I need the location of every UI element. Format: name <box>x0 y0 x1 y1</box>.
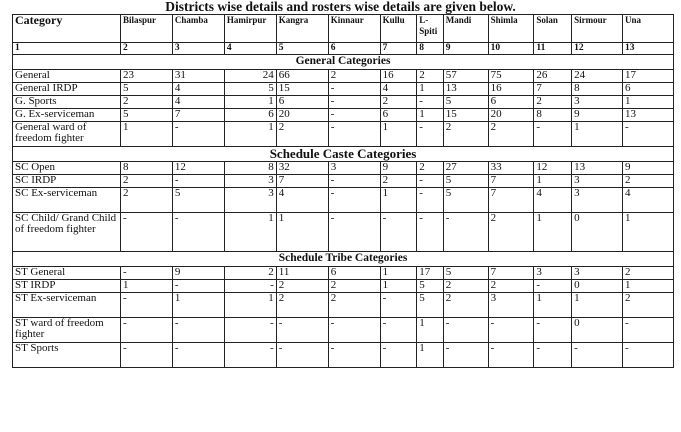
value-cell: 2 <box>380 96 417 109</box>
value-cell: 7 <box>488 188 534 213</box>
value-cell: - <box>623 318 674 343</box>
value-cell: 5 <box>224 83 276 96</box>
value-cell: - <box>120 213 172 252</box>
value-cell: 15 <box>443 109 488 122</box>
value-cell: - <box>380 293 417 318</box>
value-cell: 4 <box>276 188 328 213</box>
value-cell: - <box>328 213 380 252</box>
district-header: Chamba <box>172 15 224 43</box>
value-cell: - <box>380 213 417 252</box>
value-cell: 8 <box>120 162 172 175</box>
value-cell: - <box>534 280 572 293</box>
value-cell: 5 <box>443 188 488 213</box>
column-number: 5 <box>276 43 328 55</box>
value-cell: 20 <box>276 109 328 122</box>
value-cell: 6 <box>328 267 380 280</box>
category-cell: SC Child/ Grand Child of freedom fighter <box>13 213 121 252</box>
value-cell: - <box>417 213 443 252</box>
page-title: Districts wise details and rosters wise details are given below. <box>165 0 516 14</box>
value-cell: 15 <box>276 83 328 96</box>
value-cell: 27 <box>443 162 488 175</box>
value-cell: 3 <box>572 96 623 109</box>
value-cell: 2 <box>488 280 534 293</box>
value-cell: 2 <box>120 175 172 188</box>
value-cell: - <box>172 213 224 252</box>
value-cell: 1 <box>120 122 172 147</box>
value-cell: 2 <box>120 188 172 213</box>
value-cell: 16 <box>488 83 534 96</box>
table-row <box>13 96 674 109</box>
value-cell: - <box>488 343 534 368</box>
column-number: 10 <box>488 43 534 55</box>
value-cell: 1 <box>417 83 443 96</box>
value-cell: 6 <box>224 109 276 122</box>
column-number: 4 <box>224 43 276 55</box>
column-number: 9 <box>443 43 488 55</box>
value-cell: 66 <box>276 70 328 83</box>
value-cell: 5 <box>417 293 443 318</box>
value-cell: 1 <box>623 280 674 293</box>
value-cell: 1 <box>417 318 443 343</box>
value-cell: 1 <box>534 293 572 318</box>
value-cell: 17 <box>417 267 443 280</box>
table-row <box>13 109 674 122</box>
value-cell: 1 <box>224 213 276 252</box>
value-cell: - <box>120 318 172 343</box>
value-cell: - <box>224 280 276 293</box>
value-cell: 0 <box>572 213 623 252</box>
table-row <box>13 162 674 175</box>
value-cell: 3 <box>572 267 623 280</box>
value-cell: 1 <box>380 122 417 147</box>
value-cell: 1 <box>224 96 276 109</box>
value-cell: - <box>623 343 674 368</box>
table-row <box>13 188 674 213</box>
value-cell: 16 <box>380 70 417 83</box>
value-cell: 3 <box>224 188 276 213</box>
column-number: 6 <box>328 43 380 55</box>
category-cell: SC Open <box>13 162 121 175</box>
value-cell: 1 <box>224 122 276 147</box>
value-cell: 2 <box>328 70 380 83</box>
value-cell: - <box>488 318 534 343</box>
value-cell: 1 <box>534 175 572 188</box>
value-cell: 2 <box>443 280 488 293</box>
column-number: 3 <box>172 43 224 55</box>
value-cell: - <box>534 122 572 147</box>
column-number: 13 <box>623 43 674 55</box>
category-cell: SC Ex-serviceman <box>13 188 121 213</box>
value-cell: - <box>328 175 380 188</box>
value-cell: 1 <box>534 213 572 252</box>
value-cell: 2 <box>276 122 328 147</box>
value-cell: - <box>224 318 276 343</box>
district-header: Kangra <box>276 15 328 43</box>
value-cell: 3 <box>224 175 276 188</box>
column-number: 12 <box>572 43 623 55</box>
column-number: 8 <box>417 43 443 55</box>
value-cell: 9 <box>623 162 674 175</box>
value-cell: 26 <box>534 70 572 83</box>
value-cell: 9 <box>380 162 417 175</box>
value-cell: 1 <box>380 280 417 293</box>
value-cell: 2 <box>443 293 488 318</box>
value-cell: 33 <box>488 162 534 175</box>
value-cell: 1 <box>276 213 328 252</box>
value-cell: - <box>380 318 417 343</box>
table-row <box>13 343 674 368</box>
value-cell: 9 <box>572 109 623 122</box>
value-cell: - <box>328 318 380 343</box>
value-cell: 57 <box>443 70 488 83</box>
section-title: General Categories <box>13 55 674 70</box>
section-header-row <box>13 252 674 267</box>
value-cell: - <box>328 96 380 109</box>
value-cell: 2 <box>276 280 328 293</box>
value-cell: 12 <box>534 162 572 175</box>
value-cell: - <box>417 96 443 109</box>
value-cell: - <box>328 343 380 368</box>
table-row <box>13 83 674 96</box>
value-cell: 1 <box>172 293 224 318</box>
value-cell: - <box>172 318 224 343</box>
value-cell: 2 <box>120 96 172 109</box>
category-cell: ST Sports <box>13 343 121 368</box>
value-cell: 4 <box>534 188 572 213</box>
value-cell: 75 <box>488 70 534 83</box>
value-cell: 0 <box>572 280 623 293</box>
value-cell: 8 <box>534 109 572 122</box>
value-cell: 5 <box>120 109 172 122</box>
category-cell: ST Ex-serviceman <box>13 293 121 318</box>
district-header: L-Spiti <box>417 15 443 43</box>
value-cell: 2 <box>417 70 443 83</box>
district-header: Bilaspur <box>120 15 172 43</box>
value-cell: 6 <box>623 83 674 96</box>
value-cell: 3 <box>572 175 623 188</box>
value-cell: - <box>120 267 172 280</box>
value-cell: 0 <box>572 318 623 343</box>
table-row <box>13 293 674 318</box>
value-cell: 1 <box>623 213 674 252</box>
value-cell: 3 <box>572 188 623 213</box>
category-cell: General <box>13 70 121 83</box>
roster-table <box>12 14 674 368</box>
value-cell: 4 <box>623 188 674 213</box>
district-header: Kullu <box>380 15 417 43</box>
column-number: 11 <box>534 43 572 55</box>
category-cell: ST IRDP <box>13 280 121 293</box>
value-cell: 17 <box>623 70 674 83</box>
value-cell: - <box>172 122 224 147</box>
value-cell: 1 <box>120 280 172 293</box>
column-number: 1 <box>13 43 121 55</box>
value-cell: 31 <box>172 70 224 83</box>
table-row <box>13 267 674 280</box>
value-cell: 2 <box>417 162 443 175</box>
value-cell: - <box>224 343 276 368</box>
category-cell: General IRDP <box>13 83 121 96</box>
value-cell: - <box>572 343 623 368</box>
value-cell: - <box>417 188 443 213</box>
value-cell: - <box>443 318 488 343</box>
district-header: Hamirpur <box>224 15 276 43</box>
category-cell: G. Sports <box>13 96 121 109</box>
value-cell: 6 <box>488 96 534 109</box>
value-cell: - <box>417 175 443 188</box>
value-cell: 5 <box>443 267 488 280</box>
value-cell: 13 <box>623 109 674 122</box>
value-cell: 5 <box>172 188 224 213</box>
value-cell: 2 <box>224 267 276 280</box>
value-cell: 7 <box>172 109 224 122</box>
column-number: 7 <box>380 43 417 55</box>
value-cell: 5 <box>443 96 488 109</box>
value-cell: - <box>120 293 172 318</box>
value-cell: 23 <box>120 70 172 83</box>
value-cell: 3 <box>488 293 534 318</box>
header-row <box>13 15 674 43</box>
value-cell: 5 <box>443 175 488 188</box>
value-cell: - <box>172 280 224 293</box>
table-row <box>13 280 674 293</box>
district-header: Mandi <box>443 15 488 43</box>
value-cell: 5 <box>417 280 443 293</box>
value-cell: 2 <box>534 96 572 109</box>
value-cell: 9 <box>172 267 224 280</box>
value-cell: 24 <box>572 70 623 83</box>
value-cell: - <box>417 122 443 147</box>
value-cell: 32 <box>276 162 328 175</box>
value-cell: 1 <box>572 293 623 318</box>
value-cell: 5 <box>120 83 172 96</box>
value-cell: - <box>276 343 328 368</box>
value-cell: 6 <box>276 96 328 109</box>
category-cell: G. Ex-serviceman <box>13 109 121 122</box>
category-cell: General ward of freedom fighter <box>13 122 121 147</box>
table-row <box>13 70 674 83</box>
value-cell: - <box>328 122 380 147</box>
category-cell: SC IRDP <box>13 175 121 188</box>
value-cell: - <box>328 109 380 122</box>
value-cell: 2 <box>623 267 674 280</box>
value-cell: 7 <box>488 175 534 188</box>
district-header: Kinnaur <box>328 15 380 43</box>
value-cell: 1 <box>572 122 623 147</box>
value-cell: 2 <box>328 280 380 293</box>
section-title: Schedule Caste Categories <box>13 147 674 162</box>
value-cell: - <box>623 122 674 147</box>
value-cell: - <box>380 343 417 368</box>
table-row <box>13 122 674 147</box>
value-cell: 2 <box>443 122 488 147</box>
value-cell: 7 <box>488 267 534 280</box>
table-row <box>13 175 674 188</box>
value-cell: 2 <box>488 122 534 147</box>
value-cell: - <box>328 188 380 213</box>
value-cell: - <box>534 318 572 343</box>
category-cell: ST ward of freedom fighter <box>13 318 121 343</box>
value-cell: 2 <box>623 175 674 188</box>
value-cell: 11 <box>276 267 328 280</box>
value-cell: 6 <box>380 109 417 122</box>
value-cell: 13 <box>443 83 488 96</box>
value-cell: 7 <box>276 175 328 188</box>
value-cell: 24 <box>224 70 276 83</box>
table-row <box>13 318 674 343</box>
value-cell: 3 <box>534 267 572 280</box>
value-cell: 4 <box>380 83 417 96</box>
value-cell: 4 <box>172 83 224 96</box>
value-cell: - <box>120 343 172 368</box>
value-cell: 2 <box>276 293 328 318</box>
value-cell: - <box>328 83 380 96</box>
value-cell: 8 <box>572 83 623 96</box>
category-cell: ST General <box>13 267 121 280</box>
value-cell: 4 <box>172 96 224 109</box>
value-cell: - <box>443 343 488 368</box>
value-cell: - <box>172 175 224 188</box>
section-header-row <box>13 55 674 70</box>
section-title: Schedule Tribe Categories <box>13 252 674 267</box>
value-cell: 1 <box>623 96 674 109</box>
value-cell: 2 <box>328 293 380 318</box>
value-cell: 1 <box>380 267 417 280</box>
district-header: Solan <box>534 15 572 43</box>
value-cell: 2 <box>488 213 534 252</box>
value-cell: 1 <box>417 109 443 122</box>
value-cell: - <box>172 343 224 368</box>
table-row <box>13 213 674 252</box>
value-cell: 20 <box>488 109 534 122</box>
value-cell: 1 <box>380 188 417 213</box>
value-cell: 13 <box>572 162 623 175</box>
value-cell: 2 <box>380 175 417 188</box>
section-header-row <box>13 147 674 162</box>
category-header: Category <box>13 15 121 43</box>
value-cell: 1 <box>224 293 276 318</box>
district-header: Shimla <box>488 15 534 43</box>
value-cell: 1 <box>417 343 443 368</box>
value-cell: - <box>534 343 572 368</box>
value-cell: 7 <box>534 83 572 96</box>
value-cell: 3 <box>328 162 380 175</box>
district-header: Sirmour <box>572 15 623 43</box>
column-number-row <box>13 43 674 55</box>
value-cell: 8 <box>224 162 276 175</box>
value-cell: - <box>443 213 488 252</box>
district-header: Una <box>623 15 674 43</box>
column-number: 2 <box>120 43 172 55</box>
value-cell: - <box>276 318 328 343</box>
value-cell: 12 <box>172 162 224 175</box>
value-cell: 2 <box>623 293 674 318</box>
